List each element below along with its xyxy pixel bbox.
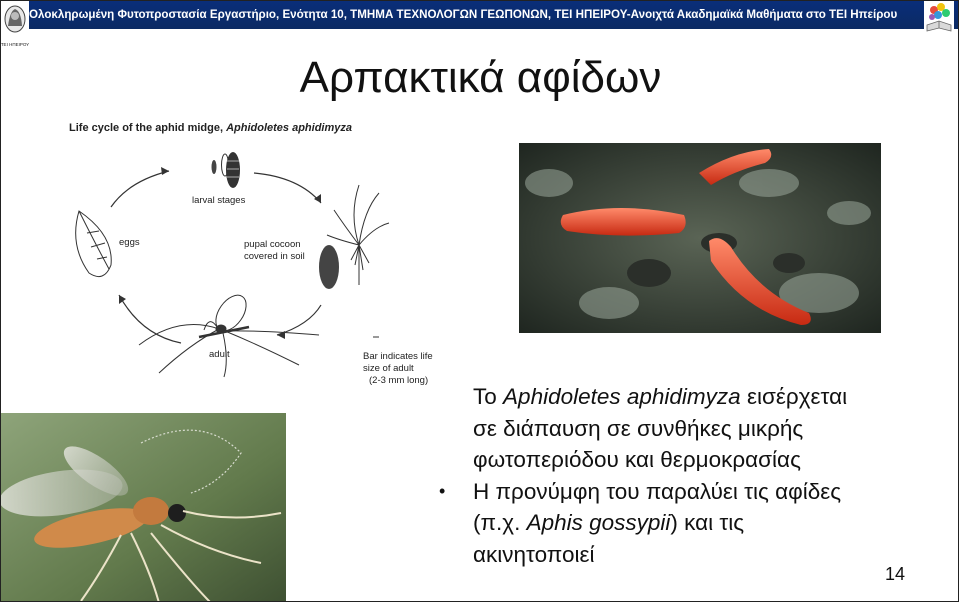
label-pupal-cocoon: pupal cocoon xyxy=(244,239,301,250)
label-bar-1: Bar indicates life xyxy=(363,351,433,362)
label-adult: adult xyxy=(209,349,230,360)
para-1-line-3: φωτοπεριόδου και θερμοκρασίας xyxy=(473,447,801,472)
cocoon-icon xyxy=(319,245,339,289)
label-bar-2: size of adult xyxy=(363,363,414,374)
adult-midge-photo xyxy=(1,413,286,602)
header-text: Ολοκληρωμένη Φυτοπροστασία Εργαστήριο, Ενότητα 10, ΤΜΗΜΑ ΤΕΧΝΟΛΟΓΩΝ ΓΕΩΠΟΝΩΝ, ΤΕΙ ΗΠΕΙΡΟΥ-Ανοιχτά Ακαδημαϊκά Μαθήματα στο ΤΕΙ Ηπείρου xyxy=(29,8,898,21)
life-cycle-diagram xyxy=(59,115,459,395)
larvae-photo xyxy=(519,143,881,333)
body-text xyxy=(439,381,943,570)
label-eggs: eggs xyxy=(119,237,140,248)
para-2-line-3: ακινητοποιεί xyxy=(473,541,595,567)
midge-icon xyxy=(139,290,319,377)
para-2-line-2: (π.χ. Aphis gossypii) και τις xyxy=(473,510,745,535)
header-bar xyxy=(1,1,959,29)
bullet-icon: • xyxy=(439,480,446,501)
page-number: 14 xyxy=(885,564,906,584)
label-covered-soil: covered in soil xyxy=(244,251,305,262)
institution-logo xyxy=(1,1,29,49)
para-1-line-2: σε διάπαυση σε συνθήκες μικρής xyxy=(473,415,804,441)
logo-caption: ΤΕΙ ΗΠΕΙΡΟΥ xyxy=(1,42,29,47)
slide-title: Αρπακτικά αφίδων xyxy=(299,53,662,102)
leaf-icon xyxy=(76,211,112,277)
para-1-line-1: Το Aphidoletes aphidimyza εισέρχεται xyxy=(473,384,848,409)
label-bar-3: (2-3 mm long) xyxy=(369,375,429,386)
larva-icon xyxy=(212,152,241,188)
para-2-line-1: • Η προνύμφη του παραλύει τις αφίδες xyxy=(473,476,943,508)
diagram-caption: Life cycle of the aphid midge, Aphidoletes aphidimyza xyxy=(69,122,353,134)
open-courses-logo xyxy=(924,1,954,35)
label-larval-stages: larval stages xyxy=(192,195,246,206)
